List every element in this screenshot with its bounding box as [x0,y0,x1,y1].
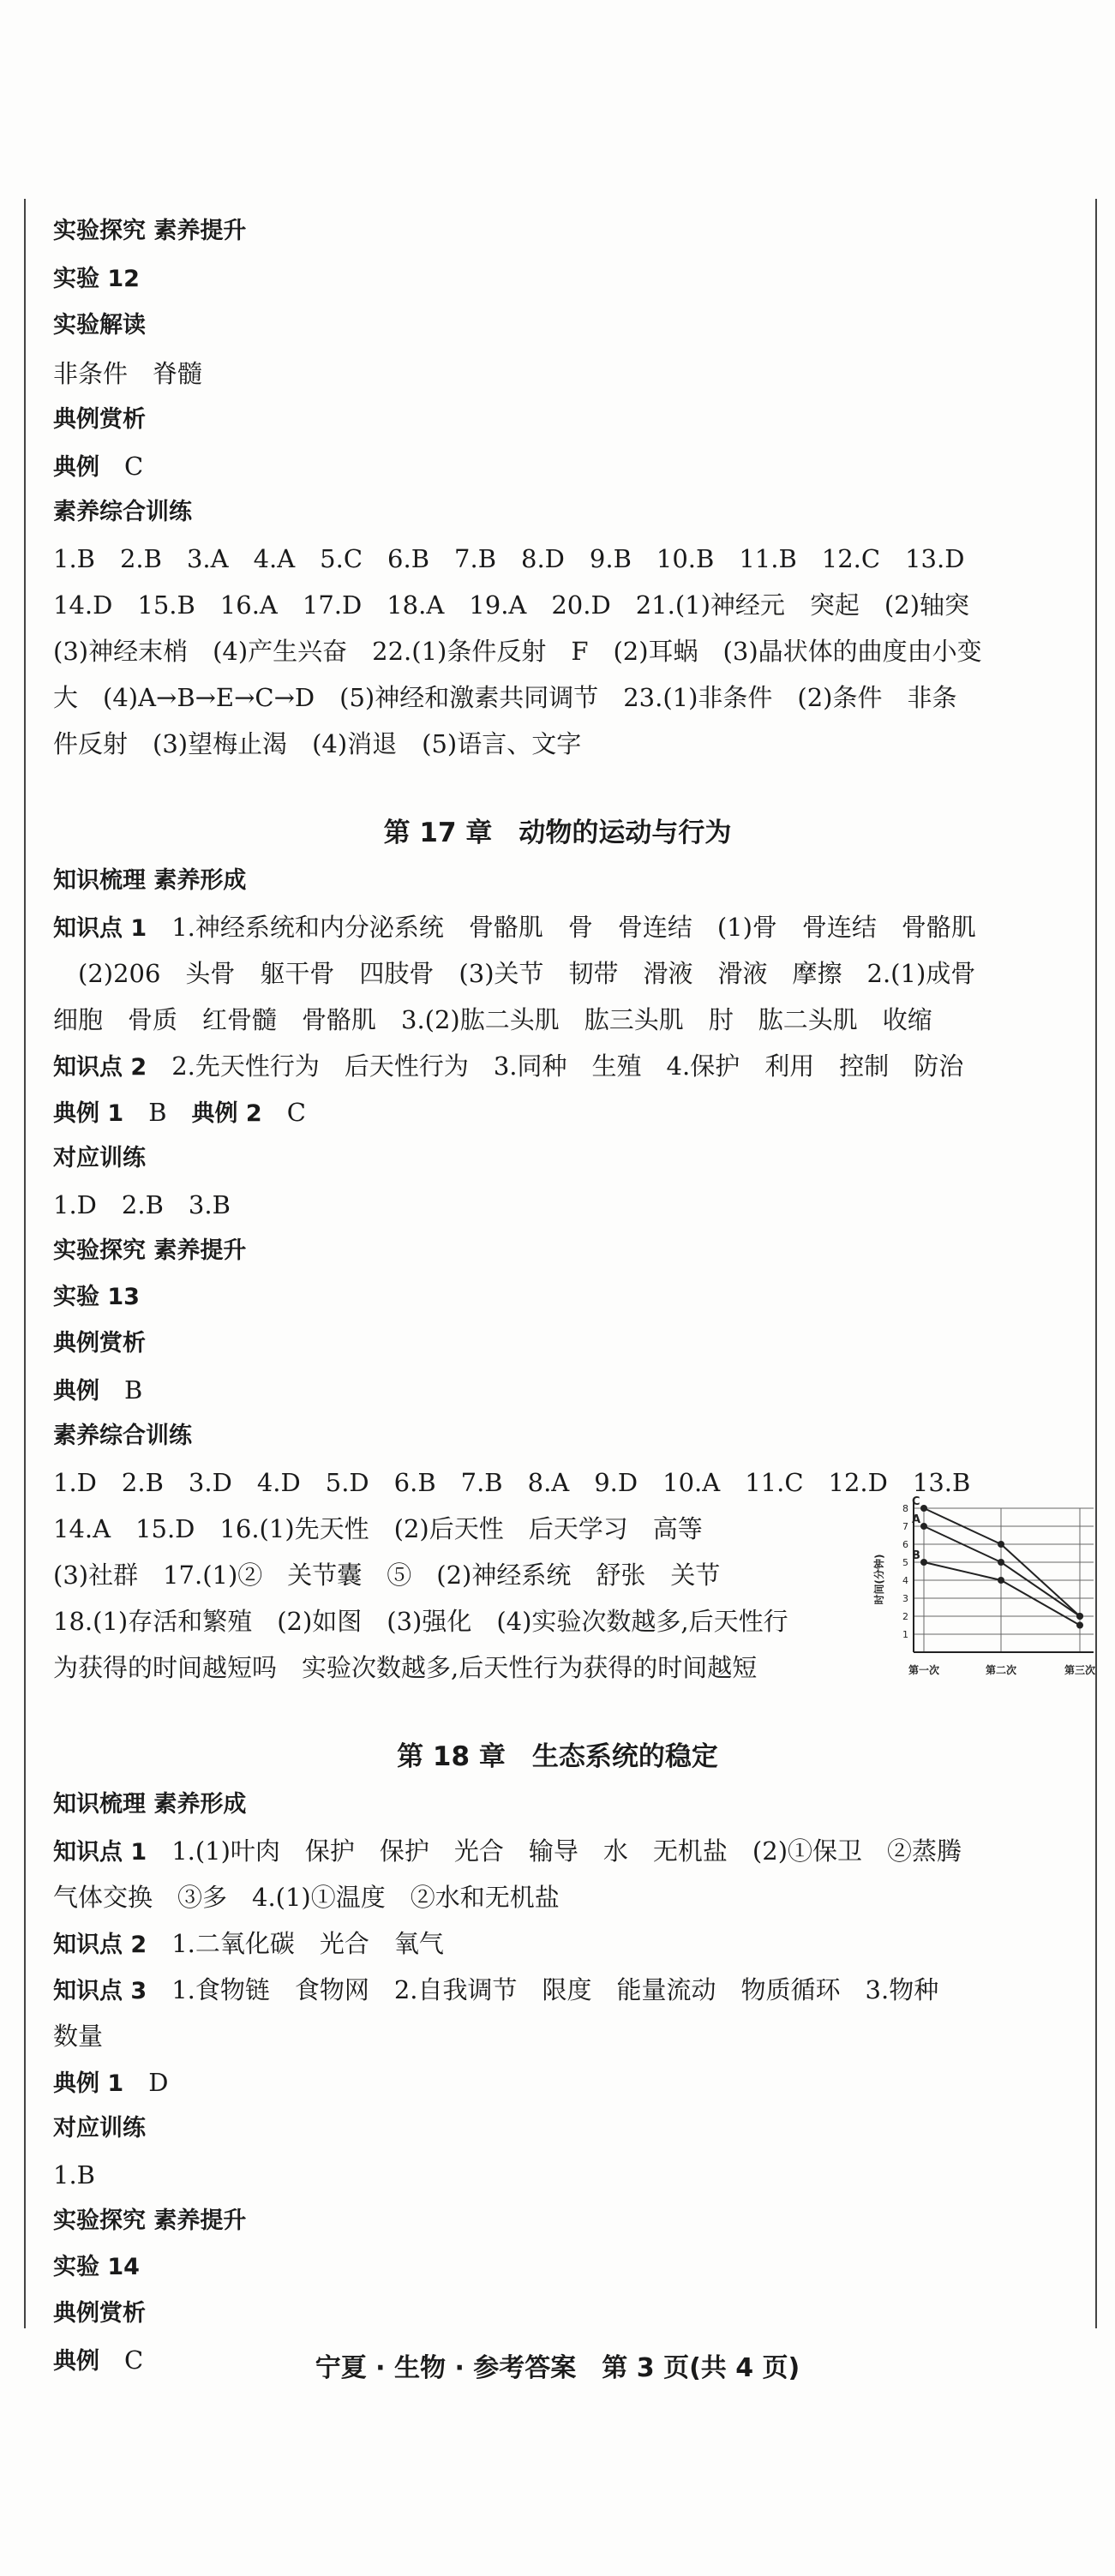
y-tick-label: 7 [902,1521,908,1532]
answer-line: 为获得的时间越短吗 实验次数越多,后天性行为获得的时间越短 [53,1653,758,1682]
answer-line [53,912,1082,944]
data-point [998,1577,1004,1584]
answer-line: (3)神经末梢 (4)产生兴奋 22.(1)条件反射 F (2)耳蜗 (3)晶状体的曲度由小变 [53,637,982,666]
answer-line: 1.B 2.B 3.A 4.A 5.C 6.B 7.B 8.D 9.B 10.B 11.B 12.C 13.D [53,544,965,573]
line-label: 典例 [53,454,99,481]
line-text: 2.先天性行为 后天性行为 3.同种 生殖 4.保护 利用 控制 防治 [147,1051,964,1081]
series-label: C [912,1495,920,1508]
y-tick-label: 2 [902,1611,908,1622]
line-text: 1.食物链 食物网 2.自我调节 限度 能量流动 物质循环 3.物种 [147,1975,939,2004]
answer-line [53,1097,1082,1129]
answer-line [53,451,1082,483]
line-text: B [123,1098,192,1127]
page-footer: 宁夏 · 生物 · 参考答案 第 3 页(共 4 页) [315,2353,800,2383]
series-line [924,1526,1080,1616]
series-label: A [912,1513,921,1526]
answer-line: 数量 [53,2022,104,2051]
y-tick-label: 4 [902,1575,908,1586]
line-label: 知识点 2 [53,1054,147,1081]
answer-line: 典例赏析 [53,2300,146,2327]
data-point [1076,1613,1083,1620]
data-point [998,1541,1004,1548]
line-text: 1.神经系统和内分泌系统 骨骼肌 骨 骨连结 (1)骨 骨连结 骨骼肌 [147,913,976,942]
line-text: C [99,2345,144,2375]
answer-line: 非条件 脊髓 [53,359,203,388]
y-tick-label: 6 [902,1539,908,1550]
x-tick-label: 第二次 [985,1664,1017,1676]
answer-line: 对应训练 [53,1145,146,1171]
answer-line: 实验 13 [53,1284,140,1310]
line-text: D [123,2068,169,2097]
answer-line: 14.A 15.D 16.(1)先天性 (2)后天性 后天学习 高等 [53,1514,703,1543]
answer-line: 知识梳理 素养形成 [53,1791,247,1818]
line-text: 1.(1)叶肉 保护 保护 光合 输导 水 无机盐 (2)①保卫 ②蒸腾 [147,1836,962,1866]
data-point [920,1559,927,1566]
x-tick-label: 第一次 [908,1664,940,1676]
answer-line: 对应训练 [53,2115,146,2142]
y-tick-label: 3 [902,1593,908,1604]
line-label: 知识点 1 [53,915,147,942]
answer-line: 细胞 骨质 红骨髓 骨骼肌 3.(2)肱二头肌 肱三头肌 肘 肱二头肌 收缩 [53,1005,932,1034]
line-label: 典例 [53,1378,99,1405]
line-text: 1.二氧化碳 光合 氧气 [147,1929,444,1958]
x-tick-label: 第三次 [1064,1664,1096,1676]
answer-line: 18.(1)存活和繁殖 (2)如图 (3)强化 (4)实验次数越多,后天性行 [53,1607,788,1636]
line-text: C [99,452,144,481]
answer-line [53,1836,1082,1868]
left-margin-rule [24,199,26,2328]
chapter-title: 第 17 章 动物的运动与行为 [383,818,732,848]
data-point [920,1505,927,1512]
answer-line [53,1928,1082,1961]
data-point [1076,1622,1083,1629]
chart-svg [864,1489,1104,1682]
data-point [998,1559,1004,1566]
answer-line: 典例赏析 [53,406,146,433]
answer-line: 气体交换 ③多 4.(1)①温度 ②水和无机盐 [53,1883,560,1912]
answer-line: 典例赏析 [53,1330,146,1357]
line-label: 知识点 3 [53,1978,147,2004]
series-label: B [912,1549,920,1562]
line-label: 知识点 2 [53,1932,147,1958]
y-axis-label: 时间(分钟) [873,1554,885,1605]
line-text: C [261,1098,306,1127]
answer-line: 实验 14 [53,2254,140,2280]
answer-line: 大 (4)A→B→E→C→D (5)神经和激素共同调节 23.(1)非条件 (2)条件 非条 [53,683,957,712]
answer-line [53,1375,1082,1407]
answer-line: 1.D 2.B 3.D 4.D 5.D 6.B 7.B 8.A 9.D 10.A 11.C 12.D 13.B [53,1468,971,1497]
y-tick-label: 1 [902,1629,908,1640]
line-text: B [99,1375,143,1405]
answer-line: 知识梳理 素养形成 [53,867,247,894]
chapter-title: 第 18 章 生态系统的稳定 [397,1741,718,1772]
answer-line: 1.B [53,2160,95,2190]
y-tick-label: 5 [902,1557,908,1568]
line-label: 典例 [53,2348,99,2375]
line-label: 典例 2 [191,1100,262,1127]
line-label: 典例 1 [53,1100,124,1127]
data-point [920,1523,927,1530]
line-label: 知识点 1 [53,1839,147,1866]
answer-line: (2)206 头骨 躯干骨 四肢骨 (3)关节 韧带 滑液 滑液 摩擦 2.(1)成骨 [53,959,976,988]
answer-line: 14.D 15.B 16.A 17.D 18.A 19.A 20.D 21.(1)神经元 突起 (2)轴突 [53,590,970,620]
answer-line [53,2067,1082,2100]
answer-line [53,1051,1082,1083]
answer-line: 实验探究 素养提升 [53,2208,247,2234]
behavior-time-line-chart [864,1489,1104,1682]
y-tick-label: 8 [902,1503,908,1514]
answer-line: 素养综合训练 [53,1423,192,1449]
line-label: 典例 1 [53,2070,124,2097]
right-margin-rule [1095,199,1097,2328]
answer-line: 1.D 2.B 3.B [53,1190,231,1219]
answer-line: 实验探究 素养提升 [53,218,247,244]
answer-line: (3)社群 17.(1)② 关节囊 ⑤ (2)神经系统 舒张 关节 [53,1561,721,1590]
answer-line: 实验 12 [53,266,140,292]
answer-line [53,1974,1082,2007]
answer-line: 实验解读 [53,312,146,338]
answer-line: 素养综合训练 [53,499,192,525]
answer-line: 件反射 (3)望梅止渴 (4)消退 (5)语言、文字 [53,729,582,758]
answer-line: 实验探究 素养提升 [53,1237,247,1264]
